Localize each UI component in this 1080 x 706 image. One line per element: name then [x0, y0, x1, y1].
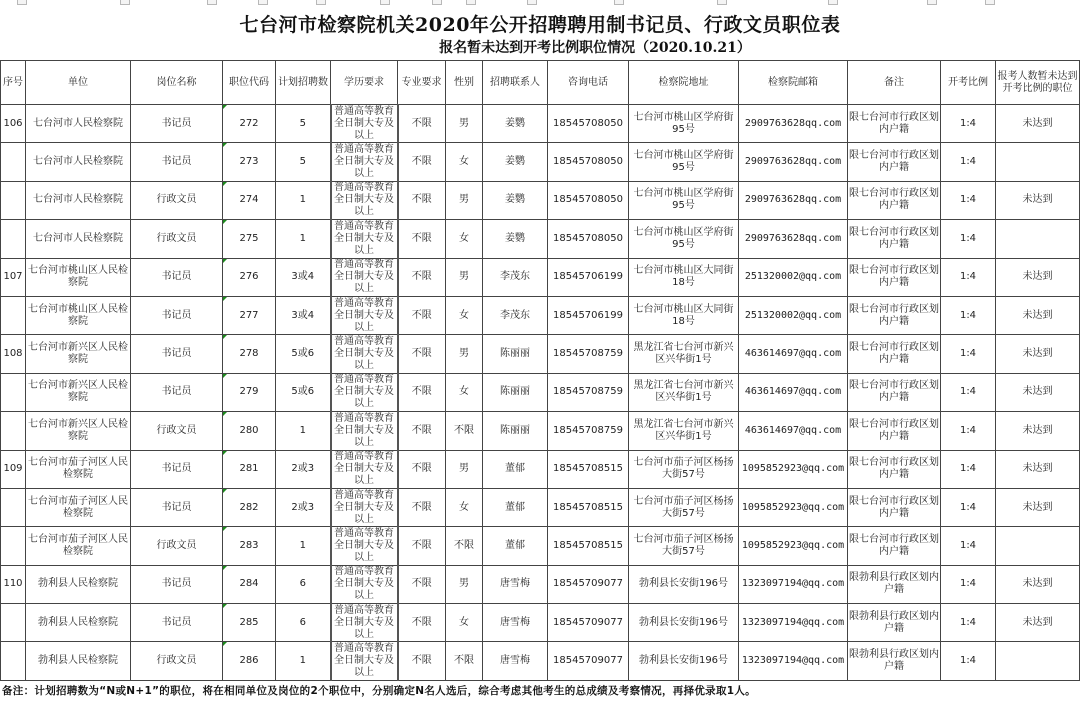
- cell-phone[interactable]: 18545708050: [548, 181, 629, 219]
- cell-code[interactable]: 284: [223, 565, 276, 603]
- cell-contact[interactable]: 李茂东: [483, 258, 548, 296]
- cell-email[interactable]: 2909763628qq.com: [739, 220, 848, 258]
- cell-contact[interactable]: 陈丽丽: [483, 373, 548, 411]
- cell-ratio[interactable]: 1:4: [941, 220, 996, 258]
- cell-note[interactable]: 限七台河市行政区划内户籍: [848, 450, 941, 488]
- cell-email[interactable]: 251320002@qq.com: [739, 258, 848, 296]
- cell-ratio[interactable]: 1:4: [941, 335, 996, 373]
- cell-ratio[interactable]: 1:4: [941, 412, 996, 450]
- cell-status[interactable]: 未达到: [996, 450, 1080, 488]
- filter-dropdown-button[interactable]: [258, 0, 268, 5]
- cell-code[interactable]: 278: [223, 335, 276, 373]
- cell-edu[interactable]: 普通高等教育全日制大专及以上: [331, 143, 398, 181]
- cell-status[interactable]: 未达到: [996, 412, 1080, 450]
- cell-address[interactable]: 七台河市桃山区学府街95号: [629, 105, 739, 143]
- cell-code[interactable]: 272: [223, 105, 276, 143]
- cell-seq[interactable]: 109: [1, 450, 26, 488]
- cell-seq[interactable]: 106: [1, 105, 26, 143]
- cell-status[interactable]: [996, 220, 1080, 258]
- cell-seq[interactable]: [1, 488, 26, 526]
- cell-ratio[interactable]: 1:4: [941, 450, 996, 488]
- filter-dropdown-button[interactable]: [432, 0, 442, 5]
- column-header-post[interactable]: 岗位名称: [131, 61, 223, 105]
- cell-unit[interactable]: 七台河市人民检察院: [26, 181, 131, 219]
- cell-gender[interactable]: 女: [446, 373, 483, 411]
- cell-contact[interactable]: 姜鹦: [483, 105, 548, 143]
- cell-phone[interactable]: 18545708515: [548, 527, 629, 565]
- cell-note[interactable]: 限七台河市行政区划内户籍: [848, 258, 941, 296]
- cell-count[interactable]: 1: [276, 220, 331, 258]
- table-row: [1, 181, 1080, 219]
- cell-address[interactable]: 七台河市桃山区大同街18号: [629, 296, 739, 334]
- cell-status[interactable]: 未达到: [996, 373, 1080, 411]
- cell-phone[interactable]: 18545708515: [548, 488, 629, 526]
- footnote: 备注：计划招聘数为“N或N+1”的职位，将在相同单位及岗位的2个职位中，分别确定N名人选后，综合考虑其他考生的总成绩及考察情况，再择优录取1人。: [2, 685, 756, 697]
- cell-edu[interactable]: 普通高等教育全日制大专及以上: [331, 335, 398, 373]
- cell-ratio[interactable]: 1:4: [941, 105, 996, 143]
- cell-post[interactable]: 行政文员: [131, 181, 223, 219]
- cell-major[interactable]: 不限: [398, 565, 446, 603]
- cell-email[interactable]: 251320002@qq.com: [739, 296, 848, 334]
- cell-edu[interactable]: 普通高等教育全日制大专及以上: [331, 373, 398, 411]
- cell-contact[interactable]: 董郁: [483, 488, 548, 526]
- cell-ratio[interactable]: 1:4: [941, 488, 996, 526]
- cell-email[interactable]: 1095852923@qq.com: [739, 488, 848, 526]
- cell-status[interactable]: 未达到: [996, 105, 1080, 143]
- cell-seq[interactable]: [1, 527, 26, 565]
- cell-email[interactable]: 1095852923@qq.com: [739, 527, 848, 565]
- table-row: [1, 527, 1080, 565]
- cell-status[interactable]: 未达到: [996, 565, 1080, 603]
- filter-dropdown-button[interactable]: [17, 0, 27, 5]
- cell-gender[interactable]: 不限: [446, 412, 483, 450]
- cell-code[interactable]: 286: [223, 642, 276, 680]
- cell-edu[interactable]: 普通高等教育全日制大专及以上: [331, 296, 398, 334]
- cell-contact[interactable]: 姜鹦: [483, 181, 548, 219]
- cell-note[interactable]: 限七台河市行政区划内户籍: [848, 143, 941, 181]
- cell-note[interactable]: 限七台河市行政区划内户籍: [848, 488, 941, 526]
- cell-post[interactable]: 行政文员: [131, 220, 223, 258]
- cell-major[interactable]: 不限: [398, 373, 446, 411]
- cell-unit[interactable]: 勃利县人民检察院: [26, 642, 131, 680]
- cell-phone[interactable]: 18545708050: [548, 105, 629, 143]
- cell-post[interactable]: 行政文员: [131, 642, 223, 680]
- table-body: [1, 105, 1080, 681]
- cell-contact[interactable]: 姜鹦: [483, 220, 548, 258]
- table-row: [1, 412, 1080, 450]
- cell-count[interactable]: 1: [276, 412, 331, 450]
- cell-seq[interactable]: [1, 296, 26, 334]
- cell-email[interactable]: 463614697@qq.com: [739, 335, 848, 373]
- cell-seq[interactable]: [1, 373, 26, 411]
- table-row: [1, 220, 1080, 258]
- cell-note[interactable]: 限勃利县行政区划内户籍: [848, 604, 941, 642]
- cell-seq[interactable]: 108: [1, 335, 26, 373]
- cell-unit[interactable]: 七台河市新兴区人民检察院: [26, 335, 131, 373]
- cell-count[interactable]: 6: [276, 565, 331, 603]
- cell-count[interactable]: 2或3: [276, 488, 331, 526]
- cell-phone[interactable]: 18545709077: [548, 642, 629, 680]
- cell-ratio[interactable]: 1:4: [941, 527, 996, 565]
- cell-seq[interactable]: [1, 642, 26, 680]
- cell-gender[interactable]: 女: [446, 296, 483, 334]
- cell-post[interactable]: 书记员: [131, 565, 223, 603]
- cell-post[interactable]: 行政文员: [131, 412, 223, 450]
- cell-edu[interactable]: 普通高等教育全日制大专及以上: [331, 105, 398, 143]
- column-header-gender[interactable]: 性别: [446, 61, 483, 105]
- cell-major[interactable]: 不限: [398, 527, 446, 565]
- cell-email[interactable]: 1323097194@qq.com: [739, 565, 848, 603]
- cell-ratio[interactable]: 1:4: [941, 143, 996, 181]
- cell-edu[interactable]: 普通高等教育全日制大专及以上: [331, 220, 398, 258]
- cell-major[interactable]: 不限: [398, 105, 446, 143]
- cell-major[interactable]: 不限: [398, 450, 446, 488]
- cell-phone[interactable]: 18545709077: [548, 565, 629, 603]
- cell-email[interactable]: 463614697@qq.com: [739, 412, 848, 450]
- cell-email[interactable]: 2909763628qq.com: [739, 143, 848, 181]
- cell-count[interactable]: 5或6: [276, 373, 331, 411]
- cell-major[interactable]: 不限: [398, 488, 446, 526]
- filter-dropdown-button[interactable]: [316, 0, 326, 5]
- cell-seq[interactable]: [1, 220, 26, 258]
- cell-count[interactable]: 1: [276, 181, 331, 219]
- header-row: [1, 61, 1080, 105]
- cell-phone[interactable]: 18545708515: [548, 450, 629, 488]
- cell-phone[interactable]: 18545709077: [548, 604, 629, 642]
- cell-address[interactable]: 七台河市桃山区大同街18号: [629, 258, 739, 296]
- cell-major[interactable]: 不限: [398, 181, 446, 219]
- cell-note[interactable]: 限七台河市行政区划内户籍: [848, 412, 941, 450]
- cell-address[interactable]: 七台河市茄子河区杨扬大街57号: [629, 450, 739, 488]
- cell-phone[interactable]: 18545708759: [548, 412, 629, 450]
- cell-phone[interactable]: 18545708759: [548, 373, 629, 411]
- cell-major[interactable]: 不限: [398, 296, 446, 334]
- table-row: [1, 450, 1080, 488]
- cell-email[interactable]: 1095852923@qq.com: [739, 450, 848, 488]
- cell-contact[interactable]: 陈丽丽: [483, 335, 548, 373]
- cell-gender[interactable]: 男: [446, 450, 483, 488]
- cell-seq[interactable]: [1, 181, 26, 219]
- cell-major[interactable]: 不限: [398, 412, 446, 450]
- cell-code[interactable]: 275: [223, 220, 276, 258]
- cell-gender[interactable]: 不限: [446, 527, 483, 565]
- cell-unit[interactable]: 七台河市茄子河区人民检察院: [26, 527, 131, 565]
- cell-unit[interactable]: 七台河市茄子河区人民检察院: [26, 450, 131, 488]
- cell-code[interactable]: 276: [223, 258, 276, 296]
- cell-ratio[interactable]: 1:4: [941, 565, 996, 603]
- cell-gender[interactable]: 女: [446, 488, 483, 526]
- cell-address[interactable]: 七台河市茄子河区杨扬大街57号: [629, 488, 739, 526]
- cell-seq[interactable]: [1, 604, 26, 642]
- cell-note[interactable]: 限七台河市行政区划内户籍: [848, 335, 941, 373]
- cell-address[interactable]: 七台河市桃山区学府街95号: [629, 181, 739, 219]
- filter-dropdown-button[interactable]: [614, 0, 624, 5]
- cell-edu[interactable]: 普通高等教育全日制大专及以上: [331, 565, 398, 603]
- cell-unit[interactable]: 七台河市人民检察院: [26, 220, 131, 258]
- cell-address[interactable]: 勃利县长安街196号: [629, 604, 739, 642]
- cell-note[interactable]: 限七台河市行政区划内户籍: [848, 527, 941, 565]
- cell-unit[interactable]: 七台河市新兴区人民检察院: [26, 412, 131, 450]
- cell-post[interactable]: 书记员: [131, 105, 223, 143]
- cell-contact[interactable]: 陈丽丽: [483, 412, 548, 450]
- cell-code[interactable]: 282: [223, 488, 276, 526]
- cell-count[interactable]: 1: [276, 527, 331, 565]
- cell-seq[interactable]: 107: [1, 258, 26, 296]
- cell-address[interactable]: 勃利县长安街196号: [629, 642, 739, 680]
- cell-post[interactable]: 书记员: [131, 143, 223, 181]
- cell-edu[interactable]: 普通高等教育全日制大专及以上: [331, 181, 398, 219]
- cell-address[interactable]: 黑龙江省七台河市新兴区兴华街1号: [629, 373, 739, 411]
- cell-status[interactable]: 未达到: [996, 604, 1080, 642]
- cell-phone[interactable]: 18545706199: [548, 258, 629, 296]
- cell-count[interactable]: 3或4: [276, 296, 331, 334]
- cell-count[interactable]: 6: [276, 604, 331, 642]
- table-row: [1, 296, 1080, 334]
- filter-dropdown-button[interactable]: [985, 0, 995, 5]
- cell-contact[interactable]: 姜鹦: [483, 143, 548, 181]
- cell-ratio[interactable]: 1:4: [941, 373, 996, 411]
- cell-code[interactable]: 273: [223, 143, 276, 181]
- cell-note[interactable]: 限七台河市行政区划内户籍: [848, 220, 941, 258]
- column-header-count[interactable]: 计划招聘数: [276, 61, 331, 105]
- cell-address[interactable]: 黑龙江省七台河市新兴区兴华街1号: [629, 412, 739, 450]
- table-row: [1, 105, 1080, 143]
- cell-status[interactable]: [996, 527, 1080, 565]
- cell-note[interactable]: 限七台河市行政区划内户籍: [848, 181, 941, 219]
- cell-email[interactable]: 1323097194@qq.com: [739, 604, 848, 642]
- cell-unit[interactable]: 勃利县人民检察院: [26, 604, 131, 642]
- cell-gender[interactable]: 男: [446, 105, 483, 143]
- cell-unit[interactable]: 七台河市桃山区人民检察院: [26, 258, 131, 296]
- column-header-code[interactable]: 职位代码: [223, 61, 276, 105]
- cell-post[interactable]: 书记员: [131, 373, 223, 411]
- cell-phone[interactable]: 18545706199: [548, 296, 629, 334]
- cell-contact[interactable]: 董郁: [483, 450, 548, 488]
- column-header-note[interactable]: 备注: [848, 61, 941, 105]
- column-header-address[interactable]: 检察院地址: [629, 61, 739, 105]
- cell-ratio[interactable]: 1:4: [941, 258, 996, 296]
- filter-dropdown-button[interactable]: [380, 0, 390, 5]
- cell-unit[interactable]: 七台河市茄子河区人民检察院: [26, 488, 131, 526]
- cell-email[interactable]: 2909763628qq.com: [739, 105, 848, 143]
- cell-status[interactable]: 未达到: [996, 488, 1080, 526]
- cell-gender[interactable]: 男: [446, 565, 483, 603]
- filter-dropdown-button[interactable]: [207, 0, 217, 5]
- cell-gender[interactable]: 女: [446, 604, 483, 642]
- cell-unit[interactable]: 七台河市人民检察院: [26, 143, 131, 181]
- table-row: [1, 642, 1080, 680]
- cell-address[interactable]: 黑龙江省七台河市新兴区兴华街1号: [629, 335, 739, 373]
- cell-ratio[interactable]: 1:4: [941, 604, 996, 642]
- cell-seq[interactable]: [1, 143, 26, 181]
- cell-ratio[interactable]: 1:4: [941, 642, 996, 680]
- filter-dropdown-button[interactable]: [466, 0, 476, 5]
- cell-edu[interactable]: 普通高等教育全日制大专及以上: [331, 642, 398, 680]
- table-row: [1, 335, 1080, 373]
- cell-status[interactable]: [996, 642, 1080, 680]
- cell-count[interactable]: 3或4: [276, 258, 331, 296]
- cell-count[interactable]: 5或6: [276, 335, 331, 373]
- cell-phone[interactable]: 18545708759: [548, 335, 629, 373]
- cell-code[interactable]: 280: [223, 412, 276, 450]
- cell-gender[interactable]: 女: [446, 220, 483, 258]
- cell-status[interactable]: 未达到: [996, 296, 1080, 334]
- cell-post[interactable]: 书记员: [131, 258, 223, 296]
- cell-contact[interactable]: 李茂东: [483, 296, 548, 334]
- cell-edu[interactable]: 普通高等教育全日制大专及以上: [331, 450, 398, 488]
- cell-post[interactable]: 书记员: [131, 296, 223, 334]
- cell-status[interactable]: [996, 143, 1080, 181]
- cell-post[interactable]: 书记员: [131, 488, 223, 526]
- column-header-seq[interactable]: 序号: [1, 61, 26, 105]
- page-title: 七台河市检察院机关2020年公开招聘聘用制书记员、行政文员职位表: [239, 14, 841, 36]
- column-header-phone[interactable]: 咨询电话: [548, 61, 629, 105]
- cell-major[interactable]: 不限: [398, 258, 446, 296]
- cell-edu[interactable]: 普通高等教育全日制大专及以上: [331, 412, 398, 450]
- cell-status[interactable]: 未达到: [996, 258, 1080, 296]
- positions-table: [0, 60, 1080, 681]
- cell-major[interactable]: 不限: [398, 220, 446, 258]
- cell-gender[interactable]: 男: [446, 335, 483, 373]
- cell-email[interactable]: 2909763628qq.com: [739, 181, 848, 219]
- cell-post[interactable]: 行政文员: [131, 527, 223, 565]
- filter-dropdown-button[interactable]: [828, 0, 838, 5]
- cell-contact[interactable]: 唐雪梅: [483, 565, 548, 603]
- cell-code[interactable]: 285: [223, 604, 276, 642]
- cell-code[interactable]: 274: [223, 181, 276, 219]
- cell-unit[interactable]: 勃利县人民检察院: [26, 565, 131, 603]
- cell-phone[interactable]: 18545708050: [548, 220, 629, 258]
- column-header-contact[interactable]: 招聘联系人: [483, 61, 548, 105]
- cell-post[interactable]: 书记员: [131, 450, 223, 488]
- table-row: [1, 373, 1080, 411]
- cell-contact[interactable]: 唐雪梅: [483, 604, 548, 642]
- cell-address[interactable]: 七台河市茄子河区杨扬大街57号: [629, 527, 739, 565]
- cell-note[interactable]: 限勃利县行政区划内户籍: [848, 642, 941, 680]
- cell-major[interactable]: 不限: [398, 143, 446, 181]
- page-subtitle: 报名暂未达到开考比例职位情况（2020.10.21）: [439, 40, 751, 56]
- cell-gender[interactable]: 男: [446, 181, 483, 219]
- cell-email[interactable]: 463614697@qq.com: [739, 373, 848, 411]
- cell-major[interactable]: 不限: [398, 335, 446, 373]
- cell-address[interactable]: 七台河市桃山区学府街95号: [629, 220, 739, 258]
- cell-edu[interactable]: 普通高等教育全日制大专及以上: [331, 258, 398, 296]
- cell-gender[interactable]: 男: [446, 258, 483, 296]
- table-row: [1, 604, 1080, 642]
- cell-contact[interactable]: 唐雪梅: [483, 642, 548, 680]
- column-header-edu[interactable]: 学历要求: [331, 61, 398, 105]
- cell-unit[interactable]: 七台河市人民检察院: [26, 105, 131, 143]
- cell-phone[interactable]: 18545708050: [548, 143, 629, 181]
- cell-post[interactable]: 书记员: [131, 335, 223, 373]
- cell-gender[interactable]: 不限: [446, 642, 483, 680]
- cell-seq[interactable]: 110: [1, 565, 26, 603]
- cell-edu[interactable]: 普通高等教育全日制大专及以上: [331, 488, 398, 526]
- cell-gender[interactable]: 女: [446, 143, 483, 181]
- table-row: [1, 565, 1080, 603]
- cell-note[interactable]: 限七台河市行政区划内户籍: [848, 105, 941, 143]
- filter-dropdown-button[interactable]: [527, 0, 537, 5]
- cell-ratio[interactable]: 1:4: [941, 181, 996, 219]
- cell-unit[interactable]: 七台河市新兴区人民检察院: [26, 373, 131, 411]
- cell-count[interactable]: 2或3: [276, 450, 331, 488]
- table-row: [1, 258, 1080, 296]
- cell-status[interactable]: 未达到: [996, 181, 1080, 219]
- cell-note[interactable]: 限七台河市行政区划内户籍: [848, 296, 941, 334]
- cell-code[interactable]: 277: [223, 296, 276, 334]
- column-header-email[interactable]: 检察院邮箱: [739, 61, 848, 105]
- column-header-unit[interactable]: 单位: [26, 61, 131, 105]
- cell-ratio[interactable]: 1:4: [941, 296, 996, 334]
- cell-seq[interactable]: [1, 412, 26, 450]
- cell-post[interactable]: 书记员: [131, 604, 223, 642]
- cell-code[interactable]: 283: [223, 527, 276, 565]
- cell-major[interactable]: 不限: [398, 642, 446, 680]
- cell-edu[interactable]: 普通高等教育全日制大专及以上: [331, 527, 398, 565]
- cell-note[interactable]: 限勃利县行政区划内户籍: [848, 565, 941, 603]
- cell-email[interactable]: 1323097194@qq.com: [739, 642, 848, 680]
- cell-count[interactable]: 5: [276, 143, 331, 181]
- cell-count[interactable]: 5: [276, 105, 331, 143]
- column-header-ratio[interactable]: 开考比例: [941, 61, 996, 105]
- cell-code[interactable]: 281: [223, 450, 276, 488]
- cell-unit[interactable]: 七台河市桃山区人民检察院: [26, 296, 131, 334]
- cell-address[interactable]: 勃利县长安街196号: [629, 565, 739, 603]
- table-row: [1, 143, 1080, 181]
- cell-address[interactable]: 七台河市桃山区学府街95号: [629, 143, 739, 181]
- cell-count[interactable]: 1: [276, 642, 331, 680]
- cell-major[interactable]: 不限: [398, 604, 446, 642]
- column-header-status[interactable]: 报考人数暂未达到开考比例的职位: [996, 61, 1080, 105]
- filter-dropdown-button[interactable]: [927, 0, 937, 5]
- cell-contact[interactable]: 董郁: [483, 527, 548, 565]
- cell-status[interactable]: 未达到: [996, 335, 1080, 373]
- column-filter-strip: [0, 0, 1080, 8]
- table-row: [1, 488, 1080, 526]
- filter-dropdown-button[interactable]: [120, 0, 130, 5]
- cell-note[interactable]: 限七台河市行政区划内户籍: [848, 373, 941, 411]
- filter-dropdown-button[interactable]: [717, 0, 727, 5]
- cell-edu[interactable]: 普通高等教育全日制大专及以上: [331, 604, 398, 642]
- cell-code[interactable]: 279: [223, 373, 276, 411]
- column-header-major[interactable]: 专业要求: [398, 61, 446, 105]
